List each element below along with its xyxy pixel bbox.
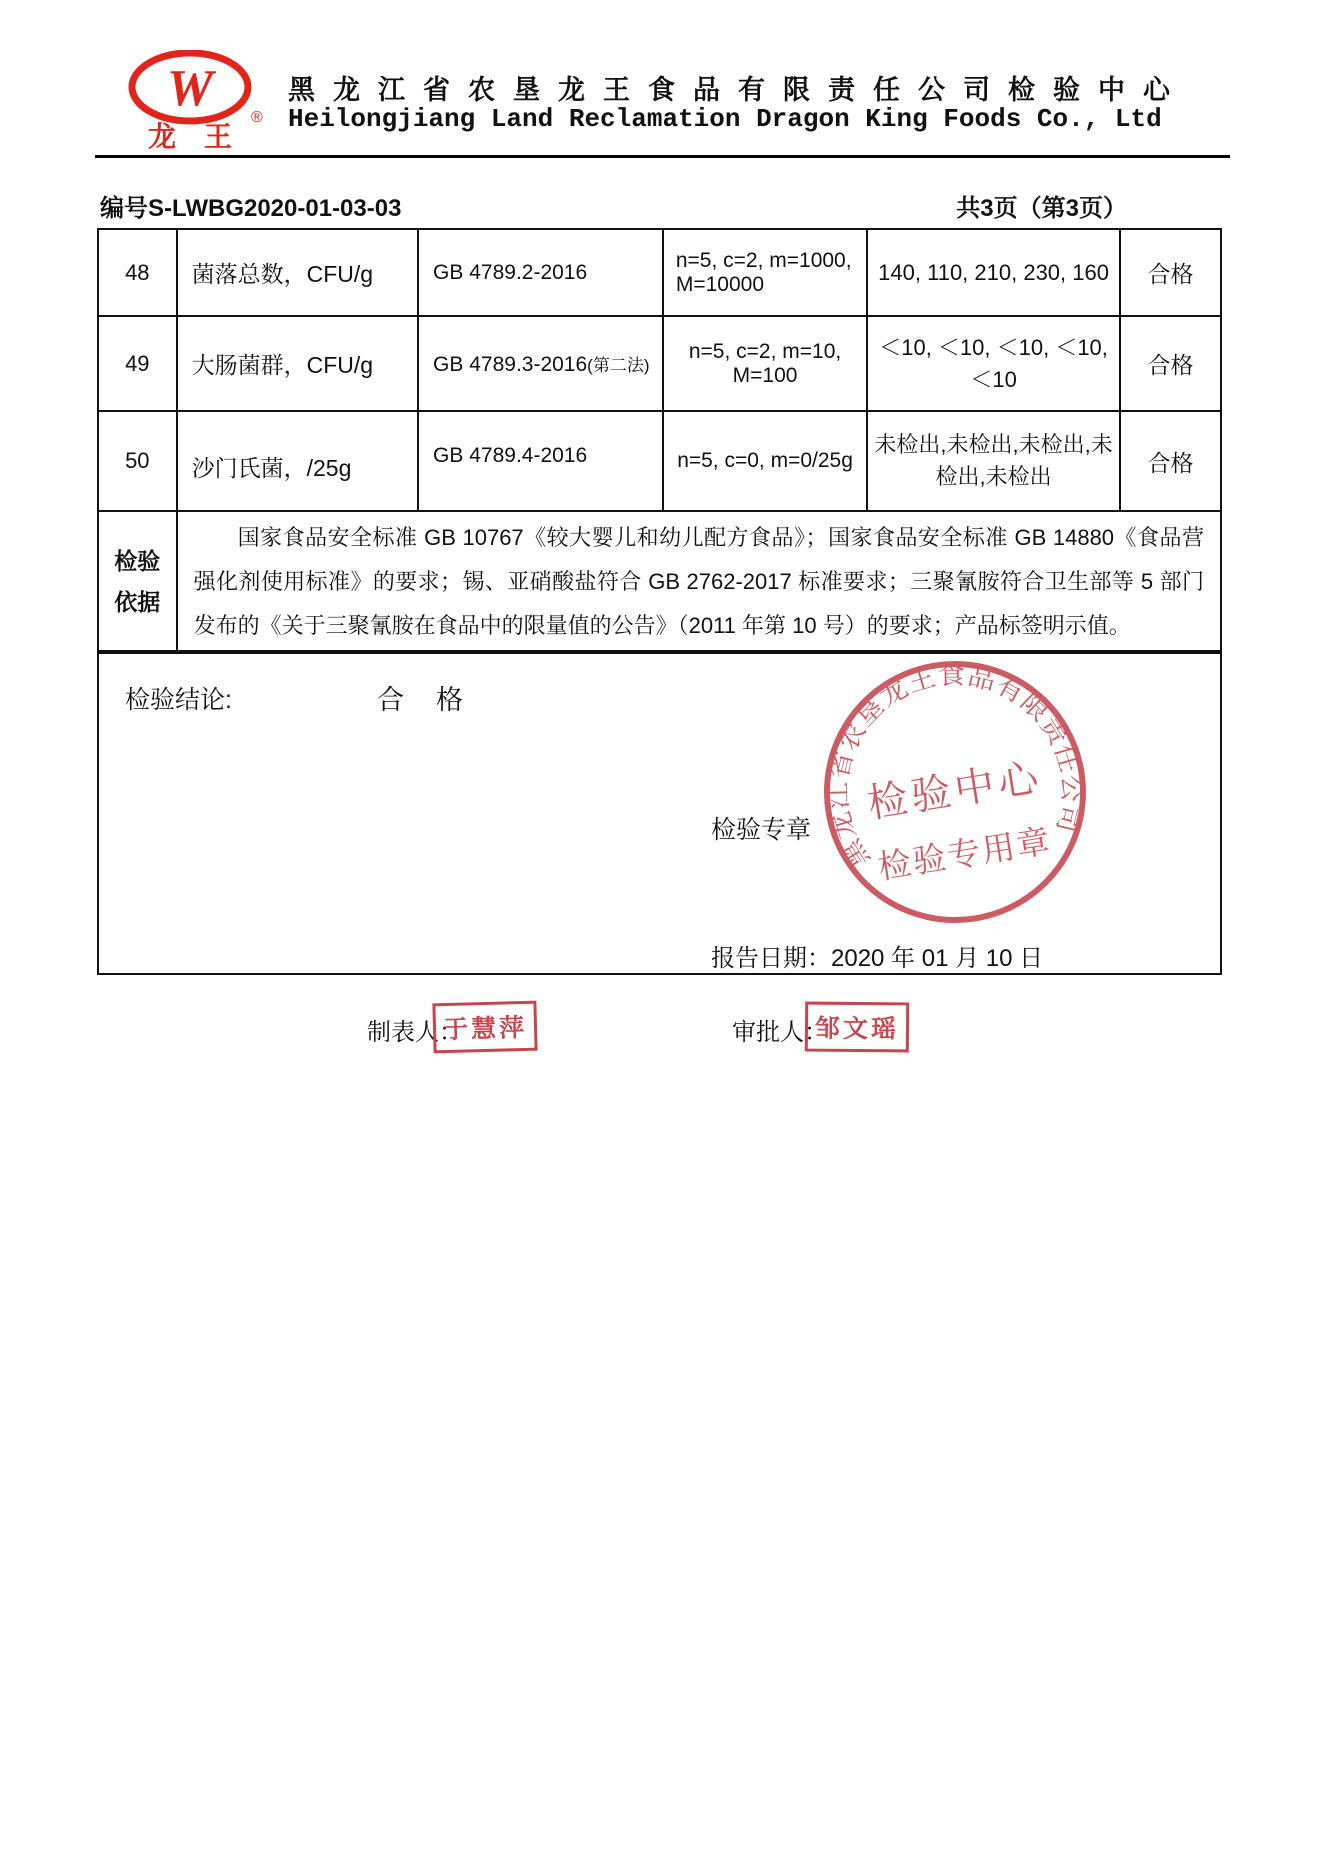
- inspection-stamp-icon: [797, 634, 1113, 950]
- inspection-basis-label: 检验依据: [98, 511, 177, 653]
- cell-method: GB 4789.2-2016: [418, 229, 663, 316]
- inspection-basis-row: [98, 511, 1221, 653]
- company-title-cn: 黑龙江省农垦龙王食品有限责任公司检验中心: [288, 75, 1188, 105]
- cell-requirement: n=5, c=2, m=1000, M=10000: [663, 229, 867, 316]
- report-number: 编号S-LWBG2020-01-03-03: [100, 195, 402, 222]
- conclusion-section: [97, 650, 1222, 975]
- cell-method: [418, 316, 663, 411]
- cell-requirement: n=5, c=2, m=10, M=100: [663, 316, 867, 411]
- stamp-bottom-text: 检验专用章: [875, 821, 1055, 886]
- cell-item: 菌落总数，CFU/g: [177, 229, 418, 316]
- company-title-en: Heilongjiang Land Reclamation Dragon King Foods Co., Ltd: [288, 104, 1162, 134]
- company-logo: [126, 50, 266, 152]
- report-date: 报告日期：2020 年 01 月 10 日: [711, 945, 1044, 972]
- preparer-label: 制表人：: [367, 1019, 463, 1046]
- cell-result: ＜10, ＜10, ＜10, ＜10, ＜10: [867, 316, 1120, 411]
- inspection-basis-text: 国家食品安全标准 GB 10767《较大婴儿和幼儿配方食品》；国家食品安全标准 GB 14880《食品营强化剂使用标准》的要求；锡、亚硝酸盐符合 GB 2762-2017 标准要求；三聚氰胺符合卫生部等 5 部门发布的《关于三聚氰胺在食品中的限量值的公告》（2011 年第 10 号）的要求；产品标签明示值。: [177, 511, 1221, 653]
- logo-cn-text: 龙王: [148, 121, 261, 152]
- stamp-caption: 检验专章: [711, 816, 812, 844]
- method-text: GB 4789.3-2016: [433, 352, 588, 376]
- approver-label: 审批人：: [732, 1019, 828, 1046]
- results-table: [97, 228, 1222, 654]
- approver-name-stamp: 邹文瑶: [805, 1002, 909, 1053]
- table-row: [98, 411, 1221, 511]
- cell-no: 48: [98, 229, 177, 316]
- cell-result: 140, 110, 210, 230, 160: [867, 229, 1120, 316]
- cell-no: 50: [98, 411, 177, 511]
- preparer-name-stamp: 于慧萍: [432, 1001, 537, 1054]
- cell-no: 49: [98, 316, 177, 411]
- method-note: (第二法): [587, 355, 650, 375]
- cell-judgement: 合格: [1120, 229, 1221, 316]
- table-row: [98, 229, 1221, 316]
- conclusion-value: 合格: [377, 685, 495, 715]
- cell-judgement: 合格: [1120, 411, 1221, 511]
- page-indicator: 共3页（第3页）: [956, 195, 1127, 222]
- signature-row: [0, 1000, 1323, 1070]
- cell-requirement: n=5, c=0, m=0/25g: [663, 411, 867, 511]
- cell-judgement: 合格: [1120, 316, 1221, 411]
- header-divider: [95, 155, 1230, 158]
- registered-mark-icon: ®: [251, 109, 263, 126]
- cell-item: 沙门氏菌，/25g: [177, 411, 418, 511]
- logo-w-mark: W: [166, 60, 214, 117]
- cell-method: GB 4789.4-2016: [418, 411, 663, 511]
- cell-result: 未检出,未检出,未检出,未检出,未检出: [867, 411, 1120, 511]
- cell-item: 大肠菌群，CFU/g: [177, 316, 418, 411]
- table-row: [98, 316, 1221, 411]
- conclusion-label: 检验结论:: [125, 686, 232, 714]
- stamp-center-text: 检验中心: [864, 755, 1046, 827]
- stamp-ring-textpath: 黑龙江省农垦龙王食品有限责任公司: [822, 659, 1088, 874]
